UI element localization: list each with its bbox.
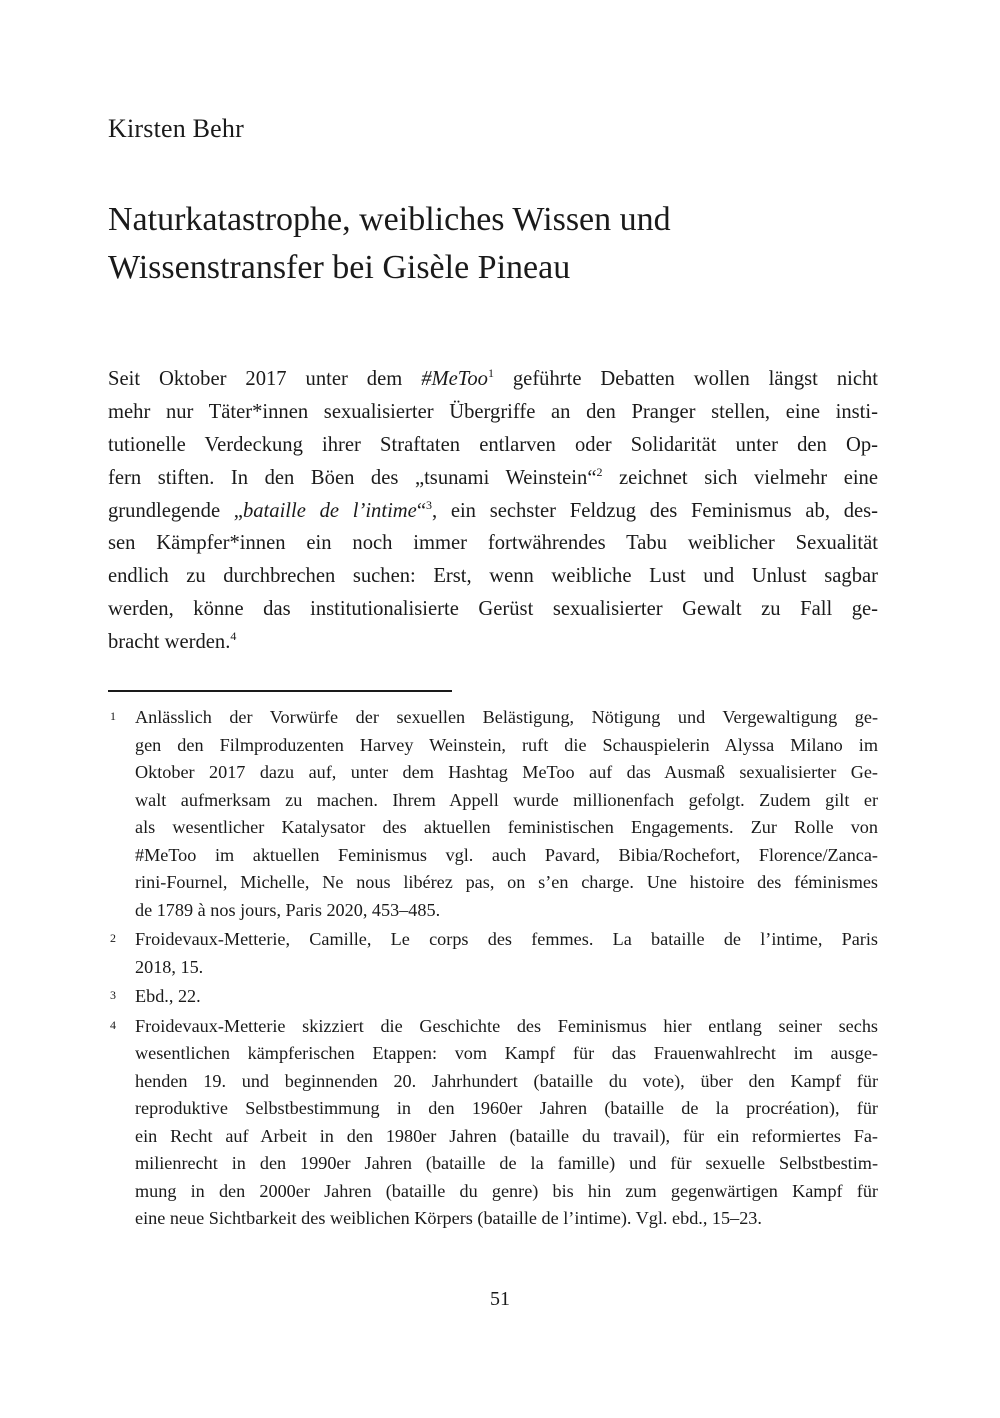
- footnote-ref: 1: [487, 366, 494, 381]
- footnote-text: [135, 926, 878, 981]
- text-run: bracht werden.: [108, 631, 231, 654]
- footnote-ref: 4: [230, 629, 237, 644]
- body-line: sen Kämpfer*innen ein noch immer fortwährendes Tabu weiblicher Sexualität: [108, 532, 878, 555]
- footnote-line: walt aufmerksam zu machen. Ihrem Appell wurde millionenfach gefolgt. Zudem gilt er: [135, 789, 878, 810]
- footnote-line: henden 19. und beginnenden 20. Jahrhundert (bataille du vote), über den Kampf für: [135, 1070, 878, 1091]
- footnote-line: wesentlichen kämpferischen Etappen: vom Kampf für das Frauenwahlrecht im ausge-: [135, 1043, 878, 1063]
- footnote-ref: 2: [596, 464, 603, 479]
- footnote-ref: 3: [425, 497, 432, 512]
- body-paragraph: [108, 363, 878, 659]
- footnote-line: gen den Filmproduzenten Harvey Weinstein, ruft die Schauspielerin Alyssa Milano im: [135, 734, 878, 755]
- body-line: [108, 462, 878, 495]
- text-run: , ein sechster Feldzug des Feminismus ab, des-: [431, 499, 879, 522]
- footnote-number: 3: [110, 988, 116, 1002]
- footnote-1: [108, 704, 878, 924]
- footnote-2: [108, 926, 878, 981]
- body-line: [108, 363, 878, 396]
- footnote-line: eine neue Sichtbarkeit des weiblichen Körpers (bataille de l’intime). Vgl. ebd., 15–23.: [135, 1208, 762, 1228]
- text-run: “: [416, 499, 426, 522]
- footnote-line: de 1789 à nos jours, Paris 2020, 453–485.: [135, 899, 441, 920]
- footnote-line: Froidevaux-Metterie skizziert die Geschichte des Feminismus hier entlang seiner sechs: [135, 1015, 878, 1036]
- footnote-text: [135, 983, 878, 1011]
- title-line: Naturkatastrophe, weibliches Wissen und: [108, 201, 671, 238]
- text-run: geführte Debatten wollen längst nicht: [493, 368, 878, 390]
- chapter-title: [108, 196, 908, 292]
- text-run: Seit Oktober 2017 unter dem: [108, 368, 422, 390]
- footnote-line: Anlässlich der Vorwürfe der sexuellen Belästigung, Nötigung und Vergewaltigung ge-: [135, 707, 878, 727]
- footnote-text: [135, 1013, 878, 1233]
- body-line: mehr nur Täter*innen sexualisierter Übergriffe an den Pranger stellen, eine insti-: [108, 400, 878, 423]
- footnote-4: [108, 1013, 878, 1233]
- footnote-number: 2: [110, 931, 116, 945]
- footnote-line: ein Recht auf Arbeit in den 1980er Jahren (bataille du travail), für ein reformiertes Fa-: [135, 1125, 878, 1146]
- text-run: fern stiften. In den Böen des „tsunami Weinstein“: [108, 466, 597, 489]
- footnote-line: als wesentlicher Katalysator des aktuellen feministischen Engagements. Zur Rolle von: [135, 817, 878, 837]
- text-run: zeichnet sich vielmehr eine: [602, 466, 878, 489]
- footnotes-section: [108, 704, 878, 1235]
- footnote-number: 1: [110, 709, 116, 723]
- footnote-separator: [108, 690, 452, 692]
- footnote-line: milienrecht in den 1990er Jahren (bataille de la famille) und für sexuelle Selbstbestim-: [135, 1153, 878, 1173]
- footnote-line: 2018, 15.: [135, 956, 204, 977]
- body-line: werden, könne das institutionalisierte Gerüst sexualisierter Gewalt zu Fall ge-: [108, 598, 878, 621]
- body-line: [108, 626, 878, 659]
- author-name: Kirsten Behr: [108, 114, 244, 143]
- page-number: 51: [490, 1288, 510, 1310]
- text-run: grundlegende „: [108, 499, 243, 522]
- footnote-line: Oktober 2017 dazu auf, unter dem Hashtag MeToo auf das Ausmaß sexualisierter Ge-: [135, 762, 878, 782]
- footnote-line: Ebd., 22.: [135, 986, 201, 1006]
- body-line: [108, 495, 878, 528]
- footnote-line: rini-Fournel, Michelle, Ne nous libérez pas, on s’en charge. Une histoire des féminismes: [135, 872, 878, 892]
- metoo-hashtag: #MeToo: [421, 368, 488, 390]
- title-line: Wissenstransfer bei Gisèle Pineau: [108, 249, 571, 286]
- footnote-3: [108, 983, 878, 1011]
- footnote-number: 4: [110, 1017, 116, 1032]
- footnote-text: [135, 704, 878, 924]
- footnote-line: mung in den 2000er Jahren (bataille du genre) bis hin zum gegenwärtigen Kampf für: [135, 1180, 878, 1201]
- body-line: tutionelle Verdeckung ihrer Straftaten entlarven oder Solidarität unter den Op-: [108, 433, 878, 456]
- footnote-line: reproduktive Selbstbestimmung in den 1960er Jahren (bataille de la procréation), für: [135, 1098, 878, 1118]
- body-line: endlich zu durchbrechen suchen: Erst, wenn weibliche Lust und Unlust sagbar: [108, 565, 878, 588]
- italic-quote: bataille de l’intime: [242, 499, 417, 522]
- footnote-line: Froidevaux-Metterie, Camille, Le corps des femmes. La bataille de l’intime, Paris: [135, 929, 878, 949]
- footnote-line: #MeToo im aktuellen Feminismus vgl. auch Pavard, Bibia/Rochefort, Florence/Zanca-: [135, 844, 878, 865]
